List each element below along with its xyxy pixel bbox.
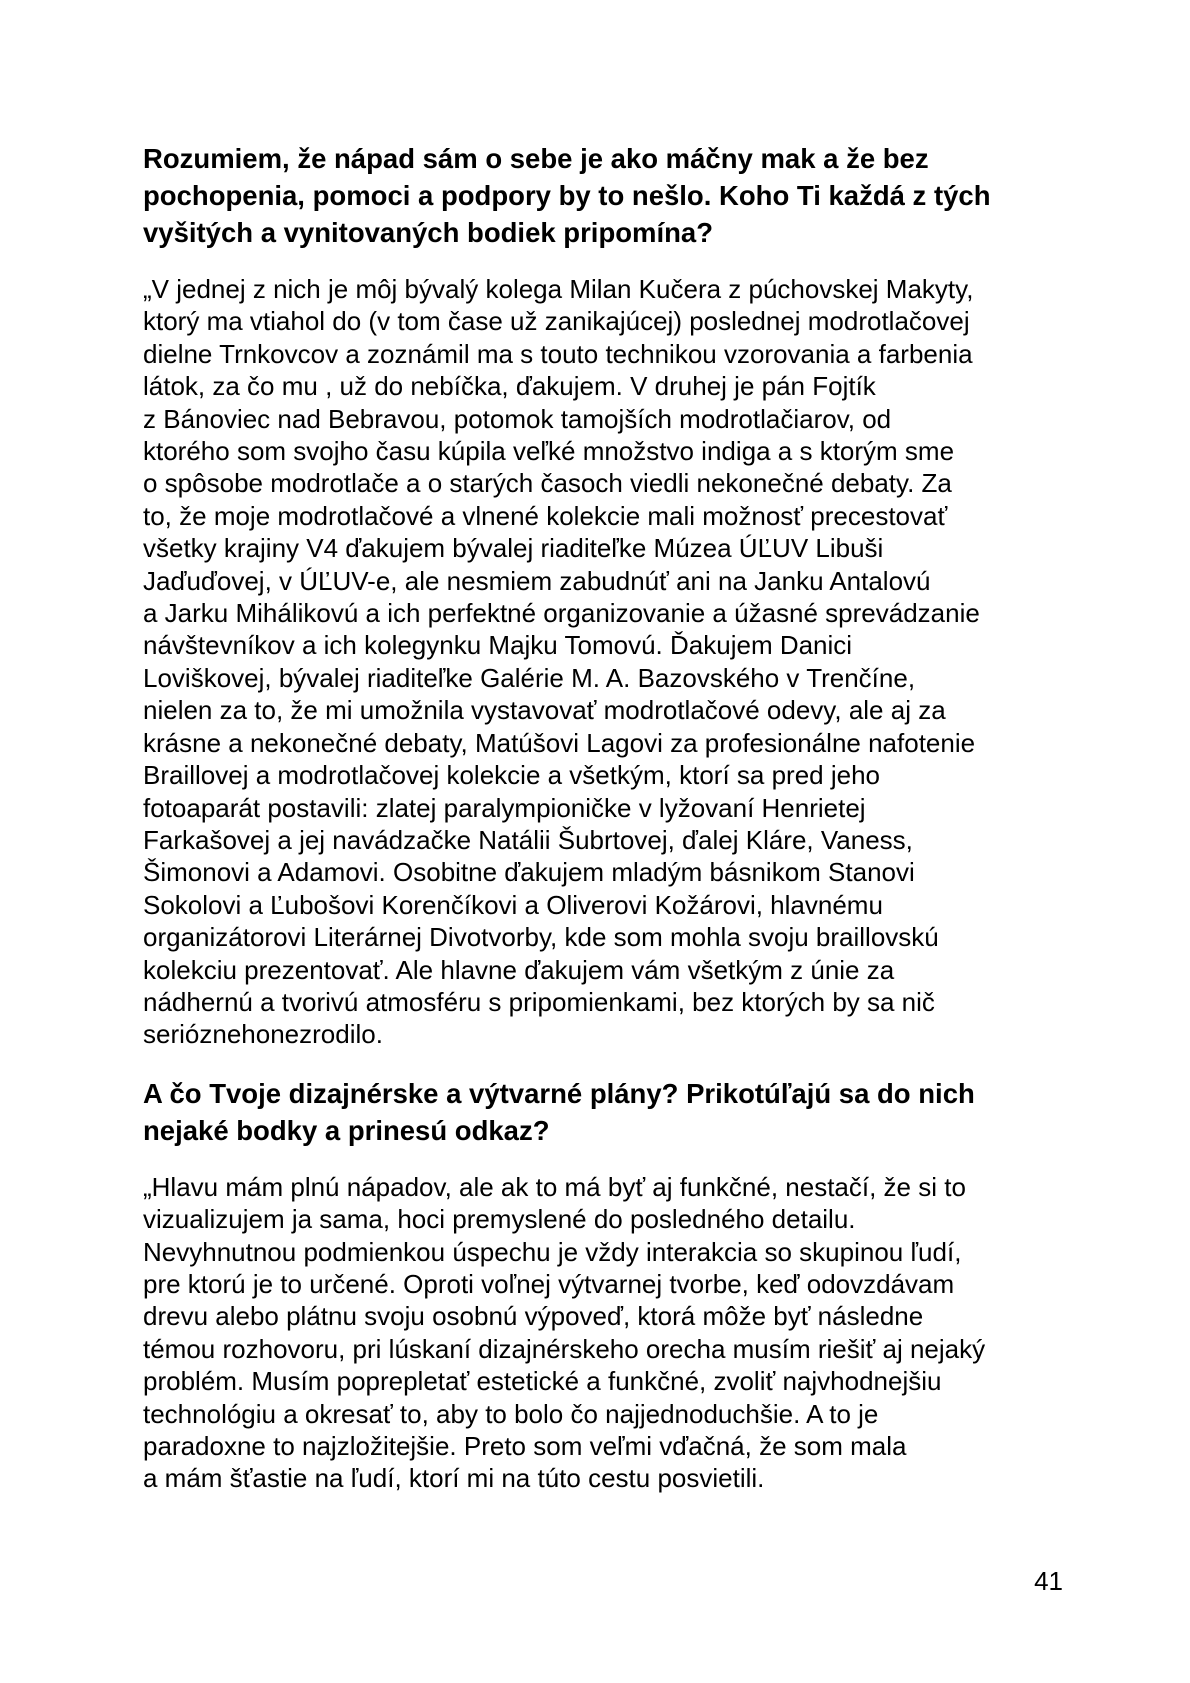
text-line: Loviškovej, bývalej riaditeľke Galérie M. A. Bazovského v Trenčíne,	[143, 662, 916, 693]
text-line: organizátorovi Literárnej Divotvorby, kde som mohla svoju braillovskú	[143, 922, 939, 953]
text-line: nádhernú a tvorivú atmosféru s pripomienkami, bez ktorých by sa nič	[143, 986, 935, 1017]
text-line: a Jarku Mihálikovú a ich perfektné organizovanie a úžasné sprevádzanie	[143, 598, 980, 629]
text-line: Braillovej a modrotlačovej kolekcie a všetkým, ktorí sa pred jeho	[143, 760, 880, 791]
interview-answer-1	[143, 273, 1063, 1051]
text-line: dielne Trnkovcov a zoznámil ma s touto technikou vzorovania a farbenia	[143, 338, 973, 369]
text-line: to, že moje modrotlačové a vlnené kolekcie mali možnosť precestovať	[143, 500, 948, 531]
text-line: vizualizujem ja sama, hoci premyslené do posledného detailu.	[143, 1204, 856, 1235]
text-line: ktorý ma vtiahol do (v tom čase už zanikajúcej) poslednej modrotlačovej	[143, 306, 970, 337]
interview-question-2	[143, 1075, 1063, 1149]
text-line: nejaké bodky a prinesú odkaz?	[143, 1114, 550, 1146]
text-line: Farkašovej a jej navádzačke Natálii Šubrtovej, ďalej Kláre, Vaness,	[143, 824, 913, 855]
text-line: technológiu a okresať to, aby to bolo čo najjednoduchšie. A to je	[143, 1398, 879, 1429]
text-line: fotoaparát postavili: zlatej paralympioničke v lyžovaní Henrietej	[143, 792, 866, 823]
text-line: ktorého som svojho času kúpila veľké množstvo indiga a s ktorým sme	[143, 436, 955, 467]
text-line: látok, za čo mu , už do nebíčka, ďakujem. V druhej je pán Fojtík	[143, 371, 876, 402]
text-line: témou rozhovoru, pri lúskaní dizajnérskeho orecha musím riešiť aj nejaký	[143, 1333, 986, 1364]
text-line: paradoxne to najzložitejšie. Preto som veľmi vďačná, že som mala	[143, 1431, 907, 1461]
text-line: Šimonovi a Adamovi. Osobitne ďakujem mladým básnikom Stanovi	[143, 857, 915, 888]
text-line: Rozumiem, že nápad sám o sebe je ako máčny mak a že bez	[143, 143, 929, 174]
page-content	[143, 140, 1063, 1495]
text-line: všetky krajiny V4 ďakujem bývalej riaditeľke Múzea ÚĽUV Libuši	[143, 533, 884, 564]
text-line: vyšitých a vynitovaných bodiek pripomína?	[143, 217, 714, 248]
text-line: kolekciu prezentovať. Ale hlavne ďakujem vám všetkým z únie za	[143, 954, 895, 985]
text-line: Sokolovi a Ľubošovi Korenčíkovi a Oliverovi Kožárovi, hlavnému	[143, 889, 883, 920]
text-line: „V jednej z nich je môj bývalý kolega Milan Kučera z púchovskej Makyty,	[143, 274, 974, 304]
text-line: drevu alebo plátnu svoju osobnú výpoveď, ktorá môže byť následne	[143, 1301, 924, 1332]
text-line: návštevníkov a ich kolegynku Majku Tomovú. Ďakujem Danici	[143, 630, 853, 661]
text-line: serióznehonezrodilo.	[143, 1019, 383, 1050]
text-line: pre ktorú je to určené. Oproti voľnej výtvarnej tvorbe, keď odovzdávam	[143, 1268, 955, 1299]
text-line: z Bánoviec nad Bebravou, potomok tamojších modrotlačiarov, od	[143, 403, 892, 434]
text-line: Jaďuďovej, v ÚĽUV-e, ale nesmiem zabudnúť ani na Janku Antalovú	[143, 565, 931, 596]
text-line: „Hlavu mám plnú nápadov, ale ak to má byť aj funkčné, nestačí, že si to	[143, 1171, 966, 1202]
text-line: A čo Tvoje dizajnérske a výtvarné plány? Prikotúľajú sa do nich	[143, 1077, 975, 1109]
text-line: a mám šťastie na ľudí, ktorí mi na túto cestu posvietili.	[143, 1463, 765, 1494]
page-number: 41	[1034, 1566, 1063, 1596]
interview-answer-2	[143, 1171, 1063, 1495]
text-line: pochopenia, pomoci a podpory by to nešlo. Koho Ti každá z tých	[143, 180, 991, 211]
text-line: Nevyhnutnou podmienkou úspechu je vždy interakcia so skupinou ľudí,	[143, 1236, 962, 1267]
text-line: problém. Musím poprepletať estetické a funkčné, zvoliť najvhodnejšiu	[143, 1366, 942, 1397]
text-line: krásne a nekonečné debaty, Matúšovi Lagovi za profesionálne nafotenie	[143, 727, 976, 758]
text-line: nielen za to, že mi umožnila vystavovať modrotlačové odevy, ale aj za	[143, 695, 946, 726]
interview-question-1	[143, 140, 1063, 251]
text-line: o spôsobe modrotlače a o starých časoch viedli nekonečné debaty. Za	[143, 468, 952, 499]
